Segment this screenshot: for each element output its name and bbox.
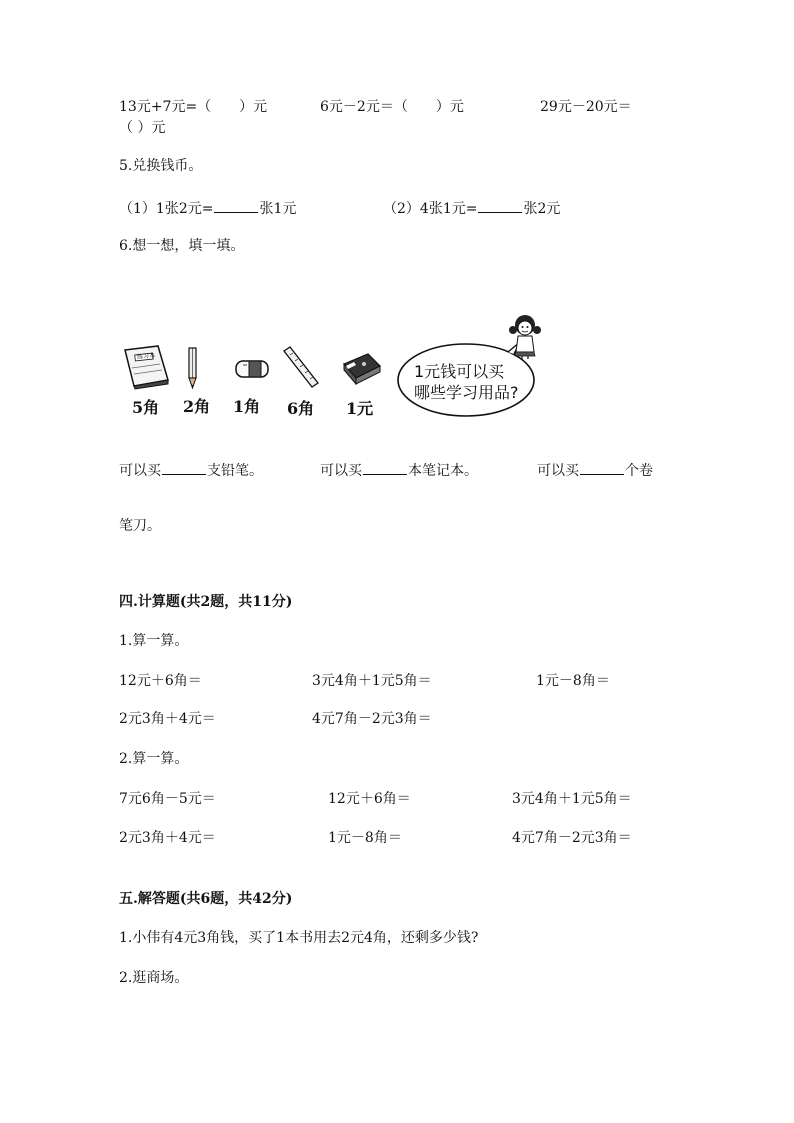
fill-a-suffix: 支铅笔。 (207, 463, 263, 479)
answer-blank[interactable] (162, 460, 206, 475)
answer-blank[interactable] (580, 460, 624, 475)
section-6-title: 6.想一想，填一填。 (119, 238, 245, 254)
answer-blank[interactable] (478, 198, 522, 213)
pencil-icon (186, 346, 200, 390)
word-problem-1: 1.小伟有4元3角钱，买了1本书用去2元4角，还剩多少钱? (119, 930, 479, 946)
ruler-icon (280, 345, 322, 391)
pencil-sharpener-icon (338, 350, 384, 386)
word-problem-2: 2.逛商场。 (119, 970, 189, 986)
calc-1-title: 1.算一算。 (119, 633, 189, 649)
calc-1-item: 1元－8角＝ (536, 673, 610, 689)
girl-icon (508, 312, 544, 360)
sharpener-price: 1元 (346, 399, 374, 418)
exchange-question-1 (119, 198, 296, 218)
calc-2-title: 2.算一算。 (119, 751, 189, 767)
question-13-plus-7: 13元+7元=（ ）元 (119, 99, 268, 115)
calc-1-item: 4元7角－2元3角＝ (312, 711, 432, 727)
question-6-minus-2: 6元－2元＝（ ）元 (320, 99, 464, 115)
fill-a-prefix: 可以买 (119, 463, 161, 479)
fill-sharpeners-cont: 笔刀。 (119, 518, 161, 534)
notebook-cover-label: 练习本 (136, 352, 156, 361)
section-5-title: 5.兑换钱币。 (119, 158, 203, 174)
fill-b-prefix: 可以买 (320, 463, 362, 479)
question-29-minus-20-cont: （ ）元 (119, 120, 166, 136)
answer-blank[interactable] (214, 198, 258, 213)
exchange-q2-prefix: （2）4张1元= (383, 201, 478, 217)
notebook-price: 5角 (132, 398, 160, 417)
calc-2-item: 3元4角＋1元5角＝ (512, 791, 632, 807)
fill-pencils (119, 460, 263, 480)
pencil-price: 2角 (183, 397, 211, 416)
fill-c-prefix: 可以买 (537, 463, 579, 479)
ruler-price: 6角 (287, 399, 315, 418)
answer-blank[interactable] (363, 460, 407, 475)
calc-2-item: 7元6角－5元＝ (119, 791, 216, 807)
section-four-title: 四.计算题(共2题，共11分) (119, 594, 293, 610)
bubble-line-1: 1元钱可以买 (414, 362, 505, 381)
calc-1-item: 3元4角＋1元5角＝ (312, 673, 432, 689)
section-five-title: 五.解答题(共6题，共42分) (119, 891, 293, 907)
bubble-line-2: 哪些学习用品? (414, 383, 519, 402)
exchange-q1-prefix: （1）1张2元= (119, 201, 214, 217)
fill-notebooks (320, 460, 478, 480)
fill-c-suffix: 个卷 (625, 463, 653, 479)
calc-1-item: 2元3角＋4元＝ (119, 711, 216, 727)
fill-sharpeners (537, 460, 653, 480)
calc-2-item: 2元3角＋4元＝ (119, 830, 216, 846)
calc-2-item: 12元＋6角＝ (328, 791, 411, 807)
question-29-minus-20: 29元－20元＝ (540, 99, 632, 115)
exchange-q1-suffix: 张1元 (259, 201, 297, 217)
eraser-price: 1角 (233, 397, 261, 416)
exchange-question-2 (383, 198, 560, 218)
calc-2-item: 4元7角－2元3角＝ (512, 830, 632, 846)
exchange-q2-suffix: 张2元 (523, 201, 561, 217)
calc-1-item: 12元＋6角＝ (119, 673, 202, 689)
fill-b-suffix: 本笔记本。 (408, 463, 478, 479)
eraser-icon (233, 356, 271, 382)
calc-2-item: 1元－8角＝ (328, 830, 402, 846)
